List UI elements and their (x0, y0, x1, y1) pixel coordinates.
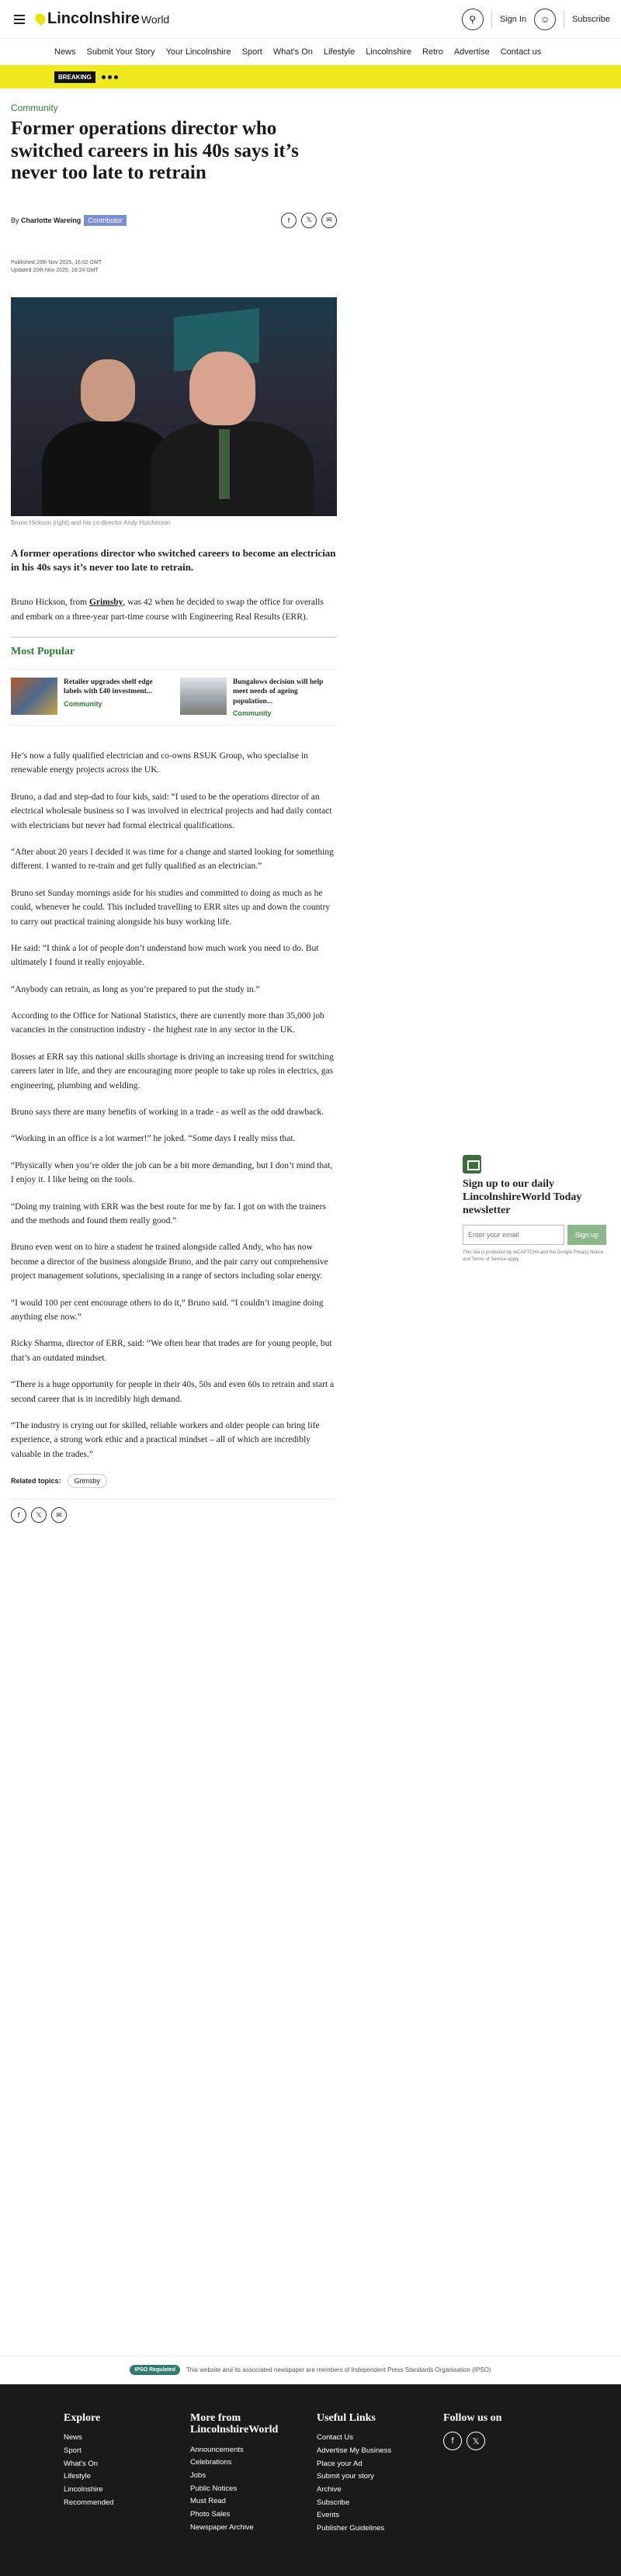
article-dates (11, 259, 337, 276)
contributor-badge: Contributor (84, 215, 127, 226)
breaking-news-bar[interactable] (0, 65, 621, 88)
nav-item-sport[interactable]: Sport (241, 47, 262, 57)
subscribe-link[interactable]: Subscribe (572, 14, 610, 24)
nav-item-submit-story[interactable]: Submit Your Story (86, 47, 155, 57)
paragraph: “Doing my training with ERR was the best route for me by far. I got on with the trainers and the methods and found them really good.” (11, 1201, 326, 1226)
account-icon[interactable]: ☺ (534, 9, 556, 30)
related-topics-label: Related topics: (11, 1477, 61, 1486)
footer-explore (64, 2412, 145, 2548)
newsletter-icon (463, 1155, 481, 1174)
footer-share-buttons (11, 1499, 337, 1523)
footer-link[interactable]: Events (317, 2511, 340, 2520)
paragraph: “After about 20 years I decided it was time for a change and started looking for something different. I wanted to re-train and get fully qualified as an electrician.” (11, 847, 334, 872)
byline-prefix: By (11, 216, 19, 224)
paragraph: “Working in an office is a lot warmer!” he joked. “Some days I really miss that. (11, 1134, 296, 1144)
paragraph: He’s now a fully qualified electrician and co-owns RSUK Group, who specialise in renewable energy projects across the UK. (11, 751, 308, 775)
footer-follow (443, 2412, 525, 2548)
email-icon[interactable]: ✉ (51, 1507, 67, 1523)
site-footer (0, 2384, 621, 2576)
footer-heading: Explore (64, 2412, 101, 2424)
footer-link[interactable]: News (64, 2433, 82, 2443)
popular-item[interactable] (180, 678, 337, 717)
email-field[interactable] (463, 1225, 564, 1245)
main-nav (0, 39, 621, 65)
grimsby-link[interactable]: Grimsby (88, 598, 123, 608)
paragraph: According to the Office for National Statistics, there are currently more than 35,000 job vacancies in the construction industry - the highest rate in any sector in the UK. (11, 1011, 324, 1035)
topic-pill-grimsby[interactable]: Grimsby (68, 1474, 108, 1488)
sign-in-link[interactable]: Sign In (499, 14, 527, 24)
byline-row (11, 213, 337, 228)
nav-item-lifestyle[interactable]: Lifestyle (323, 47, 356, 57)
nav-item-advertise[interactable]: Advertise (453, 47, 490, 57)
search-icon[interactable]: ⚲ (462, 9, 484, 30)
nav-item-lincolnshire[interactable]: Lincolnshire (366, 47, 411, 57)
nav-item-contact[interactable]: Contact us (500, 47, 542, 57)
footer-link[interactable]: Jobs (190, 2471, 206, 2481)
paragraph: He said: “I think a lot of people don’t understand how much work you need to do. But ultimately I found it really enjoyable. (11, 943, 319, 968)
paragraph: Bruno, a dad and step-dad to four kids, said: “I used to be the operations director of an electrical wholesale business so I was involved in electrical projects and had daily contact with electricians but never had formal electrical qualifications. (11, 792, 332, 830)
paragraph: “Anybody can retrain, as long as you’re prepared to put the study in.” (11, 984, 260, 994)
footer-link[interactable]: Recommended (64, 2498, 114, 2507)
nav-item-your-lincolnshire[interactable]: Your Lincolnshire (165, 47, 231, 57)
footer-heading: Useful Links (317, 2412, 376, 2424)
headline: Former operations director who switched careers in his 40s says it’s never too late to retrain (11, 118, 299, 183)
article (11, 102, 337, 1523)
facebook-icon[interactable]: f (11, 1507, 26, 1523)
most-popular (11, 636, 337, 726)
x-icon[interactable]: 𝕏 (31, 1507, 47, 1523)
paragraph: Ricky Sharma, director of ERR, said: “We often hear that trades are for young people, but that’s an outdated mindset. (11, 1339, 332, 1363)
facebook-icon[interactable]: f (281, 213, 297, 228)
nav-item-whats-on[interactable]: What's On (272, 47, 313, 57)
nav-item-news[interactable]: News (54, 47, 76, 57)
menu-icon[interactable] (11, 11, 28, 28)
footer-link[interactable]: Place your Ad (317, 2459, 363, 2468)
paragraph: Bruno says there are many benefits of working in a trade - as well as the odd drawback. (11, 1108, 324, 1118)
footer-link[interactable]: Submit your story (317, 2472, 374, 2481)
share-buttons (281, 213, 337, 228)
footer-link[interactable]: Lincolnshire (64, 2484, 103, 2494)
ipso-text: This website and its associated newspaper are members of Independent Press Standards Organisation (IPSO) (186, 2366, 491, 2373)
published-date: Published 20th Nov 2025, 16:02 GMT (11, 259, 102, 265)
footer-heading: More from LincolnshireWorld (190, 2412, 279, 2436)
photo-caption: Bruno Hickson (right) and his co-director Andy Hutchinson (11, 518, 171, 526)
footer-link[interactable]: Contact Us (317, 2433, 353, 2443)
x-icon[interactable]: 𝕏 (467, 2432, 485, 2450)
footer-link[interactable]: Advertise My Business (317, 2446, 392, 2456)
newsletter-heading: Sign up to our daily LincolnshireWorld Today newsletter (463, 1178, 582, 1216)
footer-link[interactable]: Subscribe (317, 2498, 350, 2507)
newsletter-legal: This site is protected by reCAPTCHA and the Google Privacy Notice and Terms of Service apply. (463, 1250, 604, 1262)
popular-title[interactable]: Retailer upgrades shelf edge labels with £40 investment... (64, 678, 153, 696)
standfirst: A former operations director who switched careers to become an electrician in his 40s says it’s never too late to retrain. (11, 546, 336, 574)
logo-suffix-text: World (141, 13, 170, 26)
top-bar (0, 0, 621, 39)
article-photo[interactable] (11, 297, 337, 516)
footer-link[interactable]: Newspaper Archive (190, 2522, 254, 2532)
divider (491, 11, 492, 28)
nav-item-retro[interactable]: Retro (422, 47, 443, 57)
ipso-badge[interactable]: IPSO Regulated (130, 2365, 180, 2375)
popular-thumbnail[interactable] (180, 678, 227, 715)
x-icon[interactable]: 𝕏 (301, 213, 317, 228)
popular-item[interactable] (11, 678, 168, 717)
site-logo[interactable] (36, 10, 169, 28)
author-name[interactable]: Charlotte Wareing (21, 216, 82, 224)
ipso-strip (0, 2356, 621, 2384)
updated-date: Updated 20th Nov 2025, 16:24 GMT (11, 268, 99, 273)
related-topics (11, 1474, 337, 1488)
footer-link[interactable]: Archive (317, 2484, 342, 2494)
footer-link[interactable]: Lifestyle (64, 2472, 91, 2481)
footer-link[interactable]: Publisher Guidelines (317, 2523, 385, 2533)
paragraph: “There is a huge opportunity for people in their 40s, 50s and even 60s to retrain and start a second career that is in incredibly high demand. (11, 1380, 335, 1404)
popular-title[interactable]: Bungalows decision will help meet needs of ageing population... (233, 678, 324, 706)
paragraph: Bosses at ERR say this national skills shortage is driving an increasing trend for switching careers later in life, and they are encouraging more people to take up roles in electrics, gas engineering, plumbing and welding. (11, 1052, 334, 1090)
newsletter-signup (463, 1155, 606, 1263)
paragraph: “I would 100 per cent encourage others to do it,” Bruno said. “I couldn’t imagine doing anything else now.” (11, 1298, 324, 1322)
paragraph: Bruno Hickson, from Grimsby, was 42 when he decided to swap the office for overalls and embark on a three-year part-time course with Engineering Real Results (ERR). (11, 598, 324, 622)
footer-more (190, 2412, 279, 2548)
popular-category[interactable]: Community (64, 699, 102, 708)
paragraph: Bruno set Sunday mornings aside for his studies and committed to doing as much as he could, whenever he could. This included travelling to ERR sites up and down the country to carry out practical training alongside his busy working life. (11, 888, 331, 927)
paragraph: “The industry is crying out for skilled, reliable workers and older people can bring life experience, a strong work ethic and a practical mindset – all of which are incredibly valuable in the trades.” (11, 1420, 320, 1459)
logo-pin-icon (33, 12, 47, 26)
sign-up-button[interactable]: Sign up (567, 1225, 606, 1245)
footer-useful (317, 2412, 398, 2548)
footer-link[interactable]: Public Notices (190, 2484, 238, 2493)
facebook-icon[interactable]: f (443, 2432, 462, 2450)
footer-heading: Follow us on (443, 2412, 502, 2424)
paragraph: “Physically when you’re older the job can be a bit more demanding, but I don’t mind that, I enjoy it. I like being on the tools. (11, 1160, 333, 1185)
popular-category[interactable]: Community (233, 709, 272, 717)
footer-link[interactable]: What's On (64, 2459, 99, 2468)
footer-link[interactable]: Photo Sales (190, 2509, 231, 2519)
byline (11, 217, 81, 224)
loading-dots-icon (102, 75, 118, 79)
logo-main-text: Lincolnshire (47, 10, 140, 27)
paragraph: Bruno even went on to hire a student he trained alongside called Andy, who has now become a director of the business alongside Bruno, and the pair carry out comprehensive project management solutions, specialising in a range of sectors including solar energy. (11, 1243, 328, 1281)
email-icon[interactable]: ✉ (321, 213, 337, 228)
popular-thumbnail[interactable] (11, 678, 57, 715)
footer-link[interactable]: Sport (64, 2446, 82, 2456)
footer-link[interactable]: Announcements (190, 2445, 244, 2454)
breaking-tag: BREAKING (54, 71, 95, 83)
section-tag[interactable]: Community (11, 102, 58, 113)
footer-link[interactable]: Celebrations (190, 2458, 232, 2467)
footer-link[interactable]: Must Read (190, 2497, 226, 2506)
most-popular-heading: Most Popular (11, 645, 75, 657)
